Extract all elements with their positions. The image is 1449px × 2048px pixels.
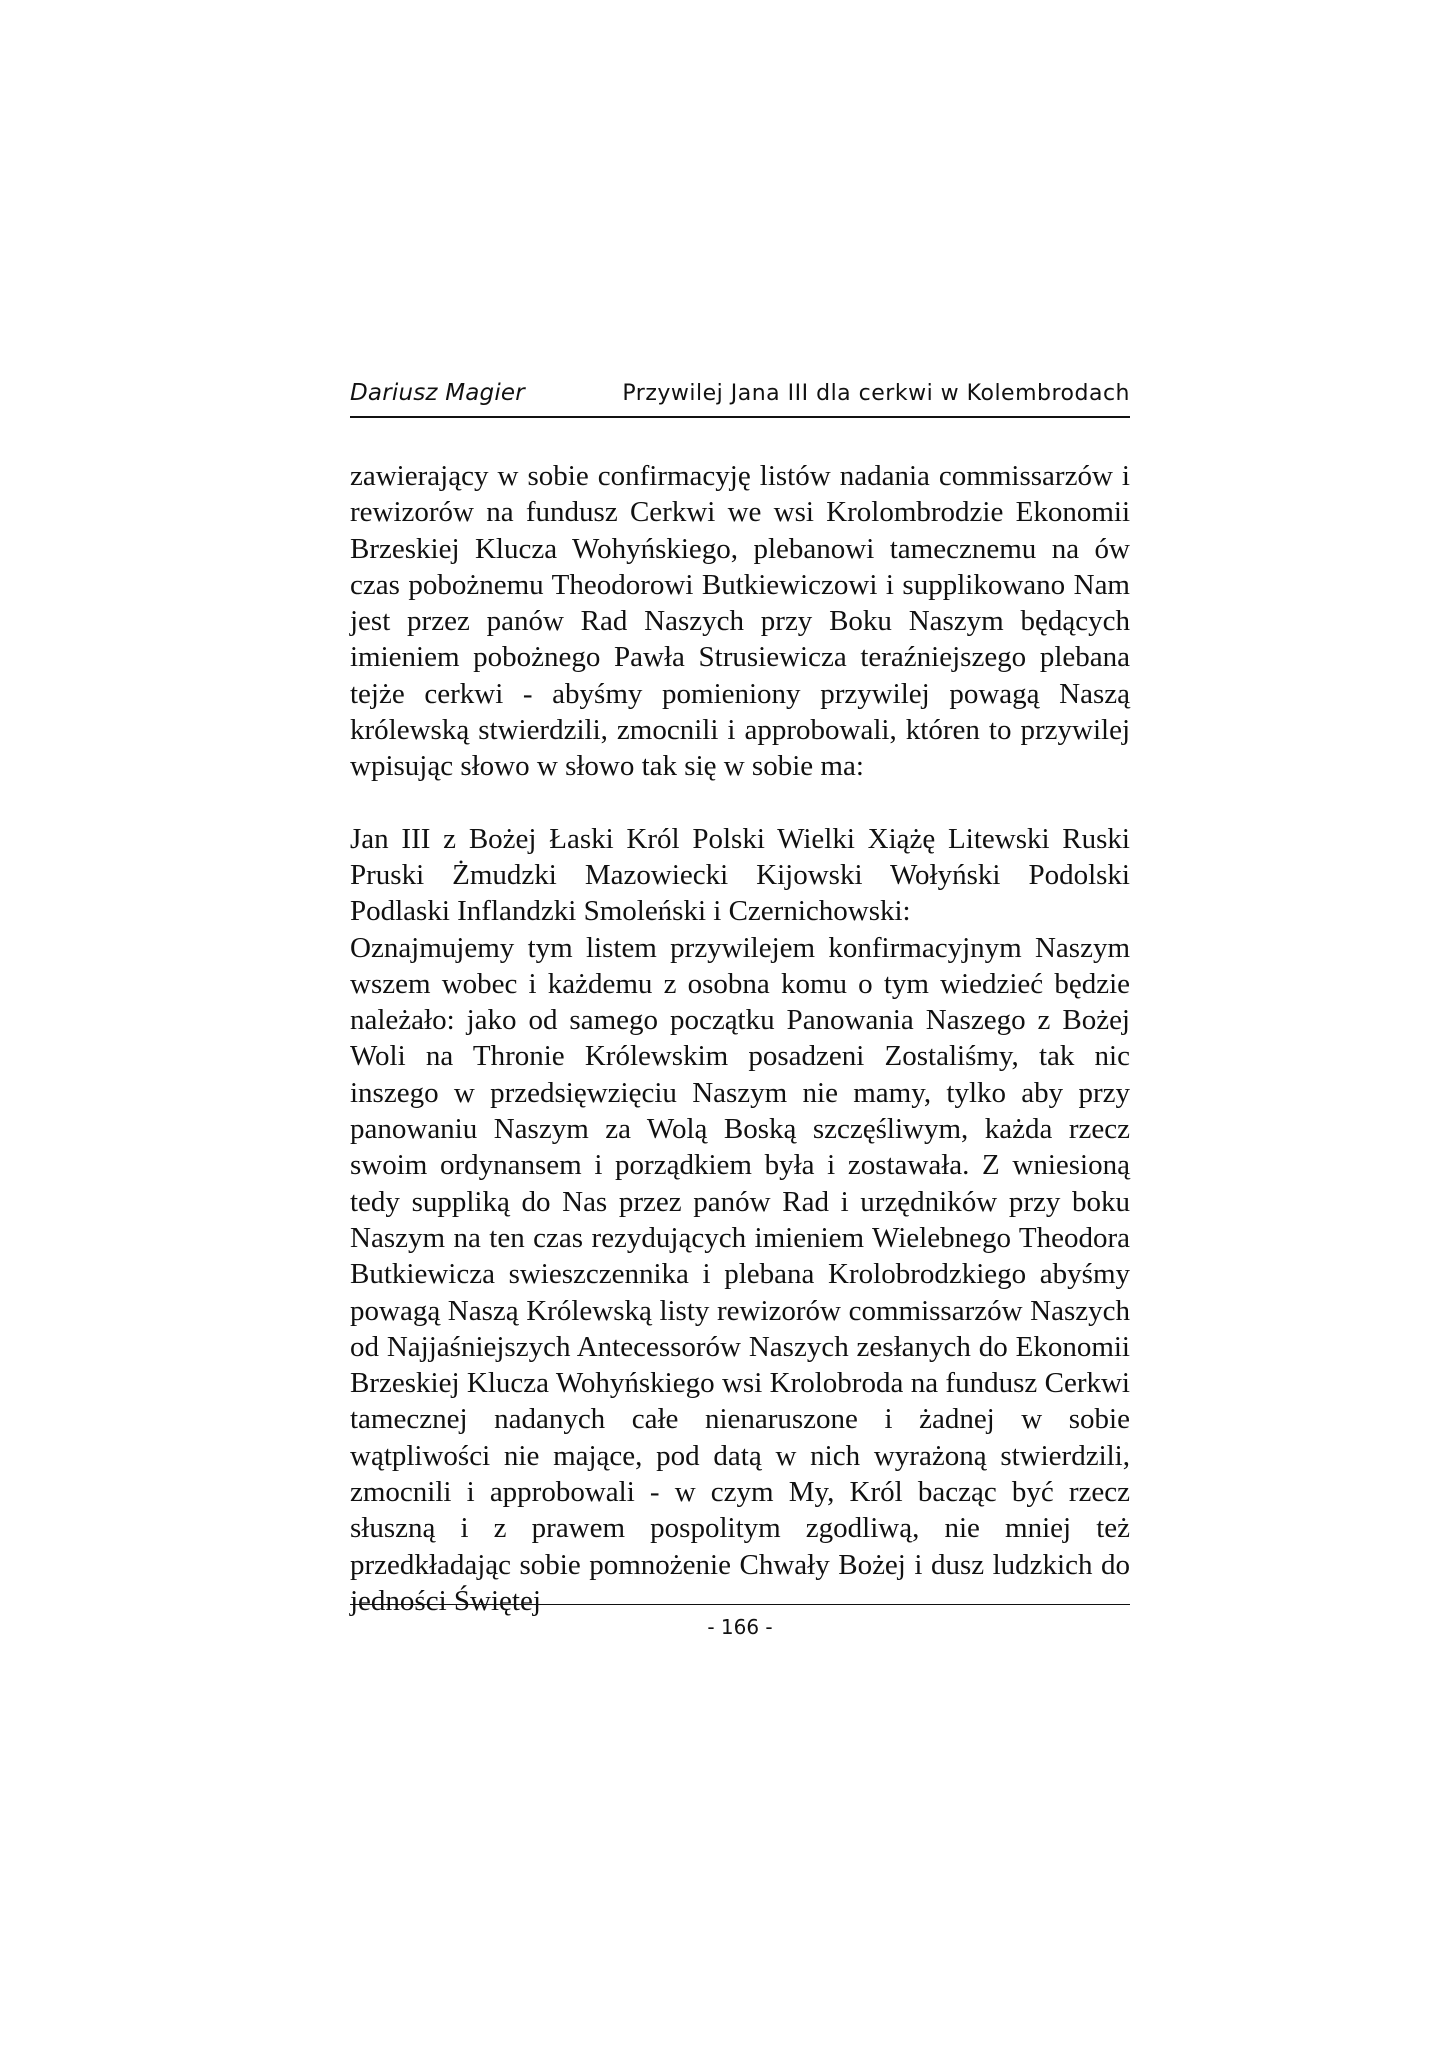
- paragraph-intro: zawierający w sobie confirmacyję listów nadania commissarzów i rewizorów na fundusz Cerkwi we wsi Krolombrodzie Ekonomii Brzeskiej Klucza Wohyńskiego, plebanowi tamecznemu na ów czas pobożnemu Theodorowi Butkiewiczowi i supplikowano Nam jest przez panów Rad Naszych przy Boku Naszym będących imieniem pobożnego Pawła Strusiewicza teraźniejszego plebana tejże cerkwi - abyśmy pomieniony przywilej powagą Naszą królewską stwierdzili, zmocnili i approbowali, któren to przywilej wpisując słowo w słowo tak się w sobie ma:: [350, 460, 1130, 783]
- header-title: Przywilej Jana III dla cerkwi w Kolembrodach: [622, 381, 1130, 406]
- page-number: - 166 -: [707, 1615, 773, 1639]
- paragraph-royal-title: Jan III z Bożej Łaski Król Polski Wielki Xiążę Litewski Ruski Pruski Żmudzki Mazowiecki Kijowski Wołyński Podolski Podlaski Inflandzki Smoleński i Czernichowski:: [350, 822, 1130, 928]
- paragraph-privilege-text: Oznajmujemy tym listem przywilejem konfirmacyjnym Naszym wszem wobec i każdemu z osobna komu o tym wiedzieć będzie należało: jako od samego początku Panowania Naszego z Bożej Woli na Thronie Królewskim posadzeni Zostaliśmy, tak nic inszego w przedsięwzięciu Naszym nie mamy, tylko aby przy panowaniu Naszym za Wolą Boską szczęśliwym, każda rzecz swoim ordynansem i porządkiem była i zostawała. Z wniesioną tedy suppliką do Nas przez panów Rad i urzędników przy boku Naszym na ten czas rezydujących imieniem Wielebnego Theodora Butkiewicza swieszczennika i plebana Krolobrodzkiego abyśmy powagą Naszą Królewską listy rewizorów commissarzów Naszych od Najjaśniejszych Antecessorów Naszych zesłanych do Ekonomii Brzeskiej Klucza Wohyńskiego wsi Krolobroda na fundusz Cerkwi tamecznej nadanych całe nienaruszone i żadnej w sobie wątpliwości nie mające, pod datą w nich wyrażoną stwierdzili, zmocnili i approbowali - w czym My, Król bacząc być rzecz słuszną i z prawem pospolitym zgodliwą, nie mniej też przedkładając sobie pomnożenie Chwały Bożej i dusz ludzkich do jedności Świętej: [350, 931, 1130, 1617]
- page: [350, 380, 1130, 1619]
- running-header: [350, 380, 1130, 418]
- footer-rule: [350, 1604, 1130, 1605]
- body-text: [350, 458, 1130, 1619]
- header-author: Dariusz Magier: [350, 380, 525, 406]
